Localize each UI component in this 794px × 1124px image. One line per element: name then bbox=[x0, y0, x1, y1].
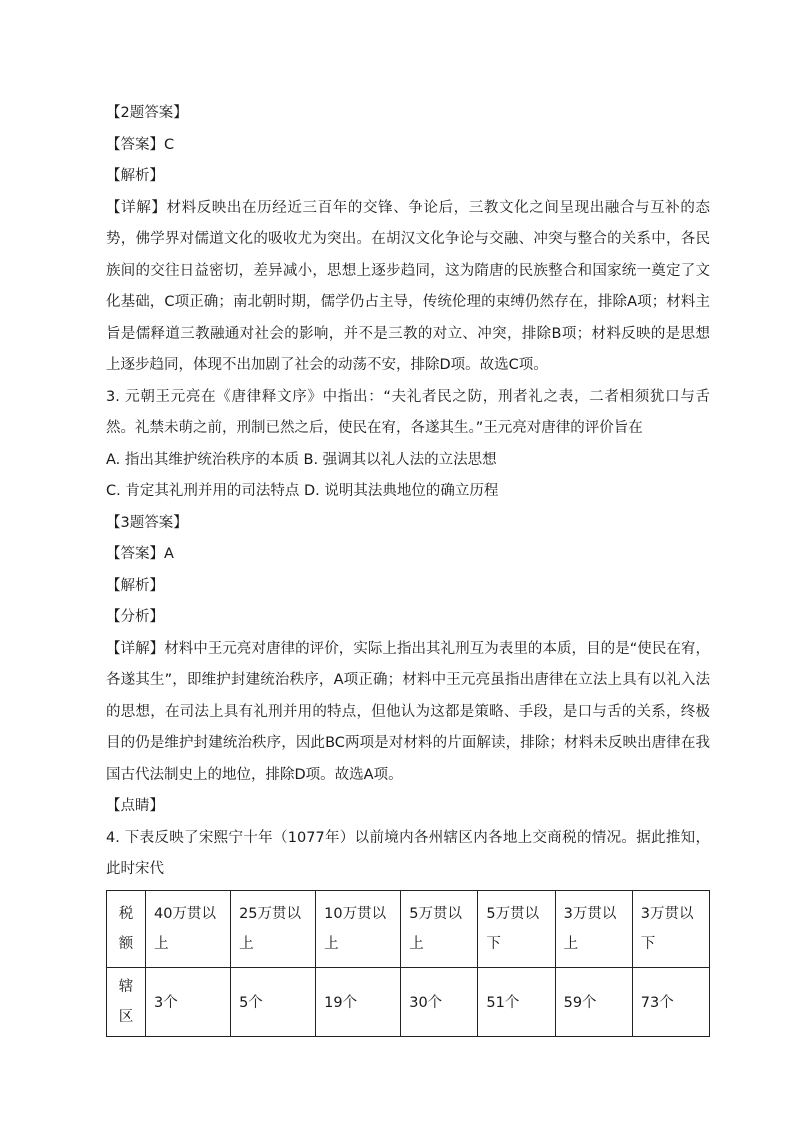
table-cell: 5万贯以下 bbox=[478, 890, 555, 967]
table-row-header: 税额 bbox=[107, 890, 146, 967]
table-row bbox=[107, 890, 710, 967]
table-cell: 10万贯以上 bbox=[316, 890, 401, 967]
q2-answer: 【答案】C bbox=[106, 136, 175, 153]
q2-detail: 【详解】材料反映出在历经近三百年的交锋、争论后，三教文化之间呈现出融合与互补的态势，佛学界对儒道文化的吸收尤为突出。在胡汉文化争论与交融、冲突与整合的关系中，各民族间的交往日益密切，差异减小，思想上逐步趋同，这为隋唐的民族整合和国家统一奠定了文化基础，C项正确；南北朝时期，儒学仍占主导，传统伦理的束缚仍然存在，排除A项；材料主旨是儒释道三教融通对社会的影响，并不是三教的对立、冲突，排除B项；材料反映的是思想上逐步趋同，体现不出加剧了社会的动荡不安，排除D项。故选C项。 bbox=[106, 199, 710, 373]
table-cell: 59个 bbox=[555, 967, 632, 1036]
tax-table bbox=[106, 890, 710, 1037]
q3-dianjing-heading: 【点睛】 bbox=[106, 798, 164, 814]
q2-answer-heading: 【2题答案】 bbox=[106, 105, 188, 121]
table-row-header: 辖区 bbox=[107, 967, 146, 1036]
q3-answer: 【答案】A bbox=[106, 546, 174, 562]
q3-fenxi-heading: 【分析】 bbox=[106, 609, 164, 625]
table-cell: 3万贯以上 bbox=[555, 890, 632, 967]
q3-options-ab: A. 指出其维护统治秩序的本质 B. 强调其以礼人法的立法思想 bbox=[106, 451, 497, 468]
table-cell: 40万贯以上 bbox=[146, 890, 231, 967]
q3-stem: 3. 元朝王元亮在《唐律释文序》中指出：“夫礼者民之防，刑者礼之表，二者相须犹口与舌然。礼禁未萌之前，刑制已然之后，使民在宥，各遂其生。”王元亮对唐律的评价旨在 bbox=[106, 388, 710, 436]
table-cell: 3万贯以下 bbox=[632, 890, 709, 967]
table-row bbox=[107, 967, 710, 1036]
q3-detail: 【详解】材料中王元亮对唐律的评价，实际上指出其礼刑互为表里的本质，目的是“使民在宥，各遂其生”，即维护封建统治秩序，A项正确；材料中王元亮虽指出唐律在立法上具有以礼入法的思想，在司法上具有礼刑并用的特点，但他认为这都是策略、手段，是口与舌的关系，终极目的仍是维护封建统治秩序，因此BC两项是对材料的片面解读，排除；材料未反映出唐律在我国古代法制史上的地位，排除D项。故选A项。 bbox=[106, 640, 710, 783]
table-cell: 19个 bbox=[316, 967, 401, 1036]
q4-stem: 4. 下表反映了宋熙宁十年（1077年）以前境内各州辖区内各地上交商税的情况。据此推知，此时宋代 bbox=[106, 829, 710, 877]
table-cell: 3个 bbox=[146, 967, 231, 1036]
table-cell: 5万贯以上 bbox=[401, 890, 478, 967]
q3-analysis-heading: 【解析】 bbox=[106, 577, 164, 594]
table-cell: 73个 bbox=[632, 967, 709, 1036]
table-cell: 25万贯以上 bbox=[231, 890, 316, 967]
table-cell: 5个 bbox=[231, 967, 316, 1036]
q2-analysis-heading: 【解析】 bbox=[106, 168, 164, 184]
table-cell: 30个 bbox=[401, 967, 478, 1036]
q3-answer-heading: 【3题答案】 bbox=[106, 514, 188, 531]
table-cell: 51个 bbox=[478, 967, 555, 1036]
document-page bbox=[106, 98, 710, 1037]
q3-options-cd: C. 肯定其礼刑并用的司法特点 D. 说明其法典地位的确立历程 bbox=[106, 483, 499, 499]
